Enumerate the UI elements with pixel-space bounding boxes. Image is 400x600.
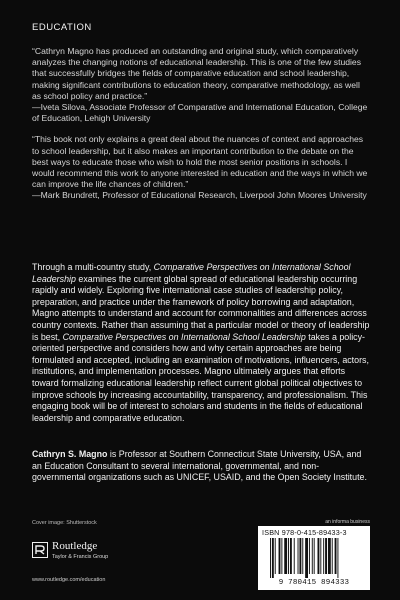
routledge-logo-icon xyxy=(32,542,48,558)
barcode-bar xyxy=(312,538,313,574)
barcode-bar xyxy=(318,538,320,574)
author-name: Cathryn S. Magno xyxy=(32,449,108,459)
publisher-url[interactable]: www.routledge.com/education xyxy=(32,577,106,583)
barcode-bar xyxy=(320,538,321,574)
endorsement-quote: “Cathryn Magno has produced an outstanding and original study, which comparatively analyzes the changing notions of educational leadership. This is one of the few studies that successfully bridges the fields of comparative education and school leadership, making significant contributions to education theory, comparative methodology, as well as school policy and practice.” xyxy=(32,46,362,101)
barcode-bar xyxy=(288,538,289,574)
description-text: takes a policy-oriented perspective and considers how and why certain approaches are being formulated and accepted, including an examination of motivations, influencers, actors, institutions, and implementation processes. Magno ultimately argues that efforts toward formalizing educational leadership reflect current global political objectives to improve schools by increasing accountability, transparency, and professionalism. This engaging book will be of interest to scholars and students in the fields of educational leadership and comparative education. xyxy=(32,331,369,423)
endorsement-quote: “This book not only explains a great deal about the nuances of context and approaches to school leadership, but it also makes an important contribution to the debate on the best ways to educate those who wish to hold the most senior positions in schools. I would recommend this work to anyone interested in education and the ways in which we can improve the life chances of children.” xyxy=(32,134,368,190)
endorsement-1 xyxy=(32,46,370,124)
barcode-bar xyxy=(305,538,308,578)
book-description xyxy=(32,262,370,424)
barcode-bar xyxy=(314,538,315,574)
barcode-graphic xyxy=(270,538,366,578)
barcode-bar xyxy=(290,538,292,574)
description-text: examines the current global spread of educational leadership occurring rapidly and widely. Exploring five international case studies of leadership policy, preparation, and practice under the framework of policy borrowing and adaptation, Magno attempts to understand and account for commonalities and differences across country contexts. Rather than assuming that a particular model or theory of leadership is best, xyxy=(32,273,370,342)
barcode-bar xyxy=(299,538,301,574)
informa-tagline: an informa business xyxy=(325,519,370,525)
barcode-bar xyxy=(284,538,287,574)
barcode-bar xyxy=(298,538,299,574)
cover-image-credit: Cover image: Shutterstock xyxy=(32,520,97,526)
barcode-bar xyxy=(281,538,282,574)
endorsement-2 xyxy=(32,134,370,201)
barcode-bar xyxy=(328,538,331,574)
barcode-bar xyxy=(335,538,337,574)
book-title-italic: Comparative Perspectives on International School Leadership xyxy=(32,262,351,284)
endorsement-attribution: —Iveta Silova, Associate Professor of Comparative and International Education, College of Education, Lehigh University xyxy=(32,102,368,124)
barcode-digits: 9 780415 894333 xyxy=(278,579,350,587)
publisher-block xyxy=(32,538,162,588)
barcode-bar xyxy=(275,538,276,574)
author-bio-text: is Professor at Southern Connecticut State University, USA, and an Education Consultant to several international, governmental, and non-governmental organizations such as UNICEF, USAID, and the Open Society Institute. xyxy=(32,449,367,483)
barcode-bar xyxy=(323,538,324,574)
barcode-bar xyxy=(270,538,271,578)
barcode-bar xyxy=(302,538,303,574)
isbn-label: ISBN 978-0-415-89433-3 xyxy=(262,528,347,537)
book-title-italic: Comparative Perspectives on International School Leadership xyxy=(62,331,306,342)
barcode-area xyxy=(258,519,370,591)
barcode-bar xyxy=(279,538,281,574)
barcode-bar xyxy=(332,538,333,574)
publisher-name: Routledge xyxy=(52,540,98,552)
endorsement-attribution: —Mark Brundrett, Professor of Educational Research, Liverpool John Moores University xyxy=(32,190,367,201)
isbn-barcode-box xyxy=(258,526,370,590)
category-label: EDUCATION xyxy=(32,22,92,33)
barcode-bar xyxy=(272,538,274,578)
barcode-bar xyxy=(337,538,338,578)
endorsements xyxy=(32,46,370,212)
barcode-bar xyxy=(294,538,295,574)
author-bio xyxy=(32,449,370,484)
barcode-bar xyxy=(325,538,327,574)
publisher-subtitle: Taylor & Francis Group xyxy=(52,554,109,560)
description-text: Through a multi-country study, xyxy=(32,262,154,272)
barcode-bar xyxy=(309,538,310,574)
